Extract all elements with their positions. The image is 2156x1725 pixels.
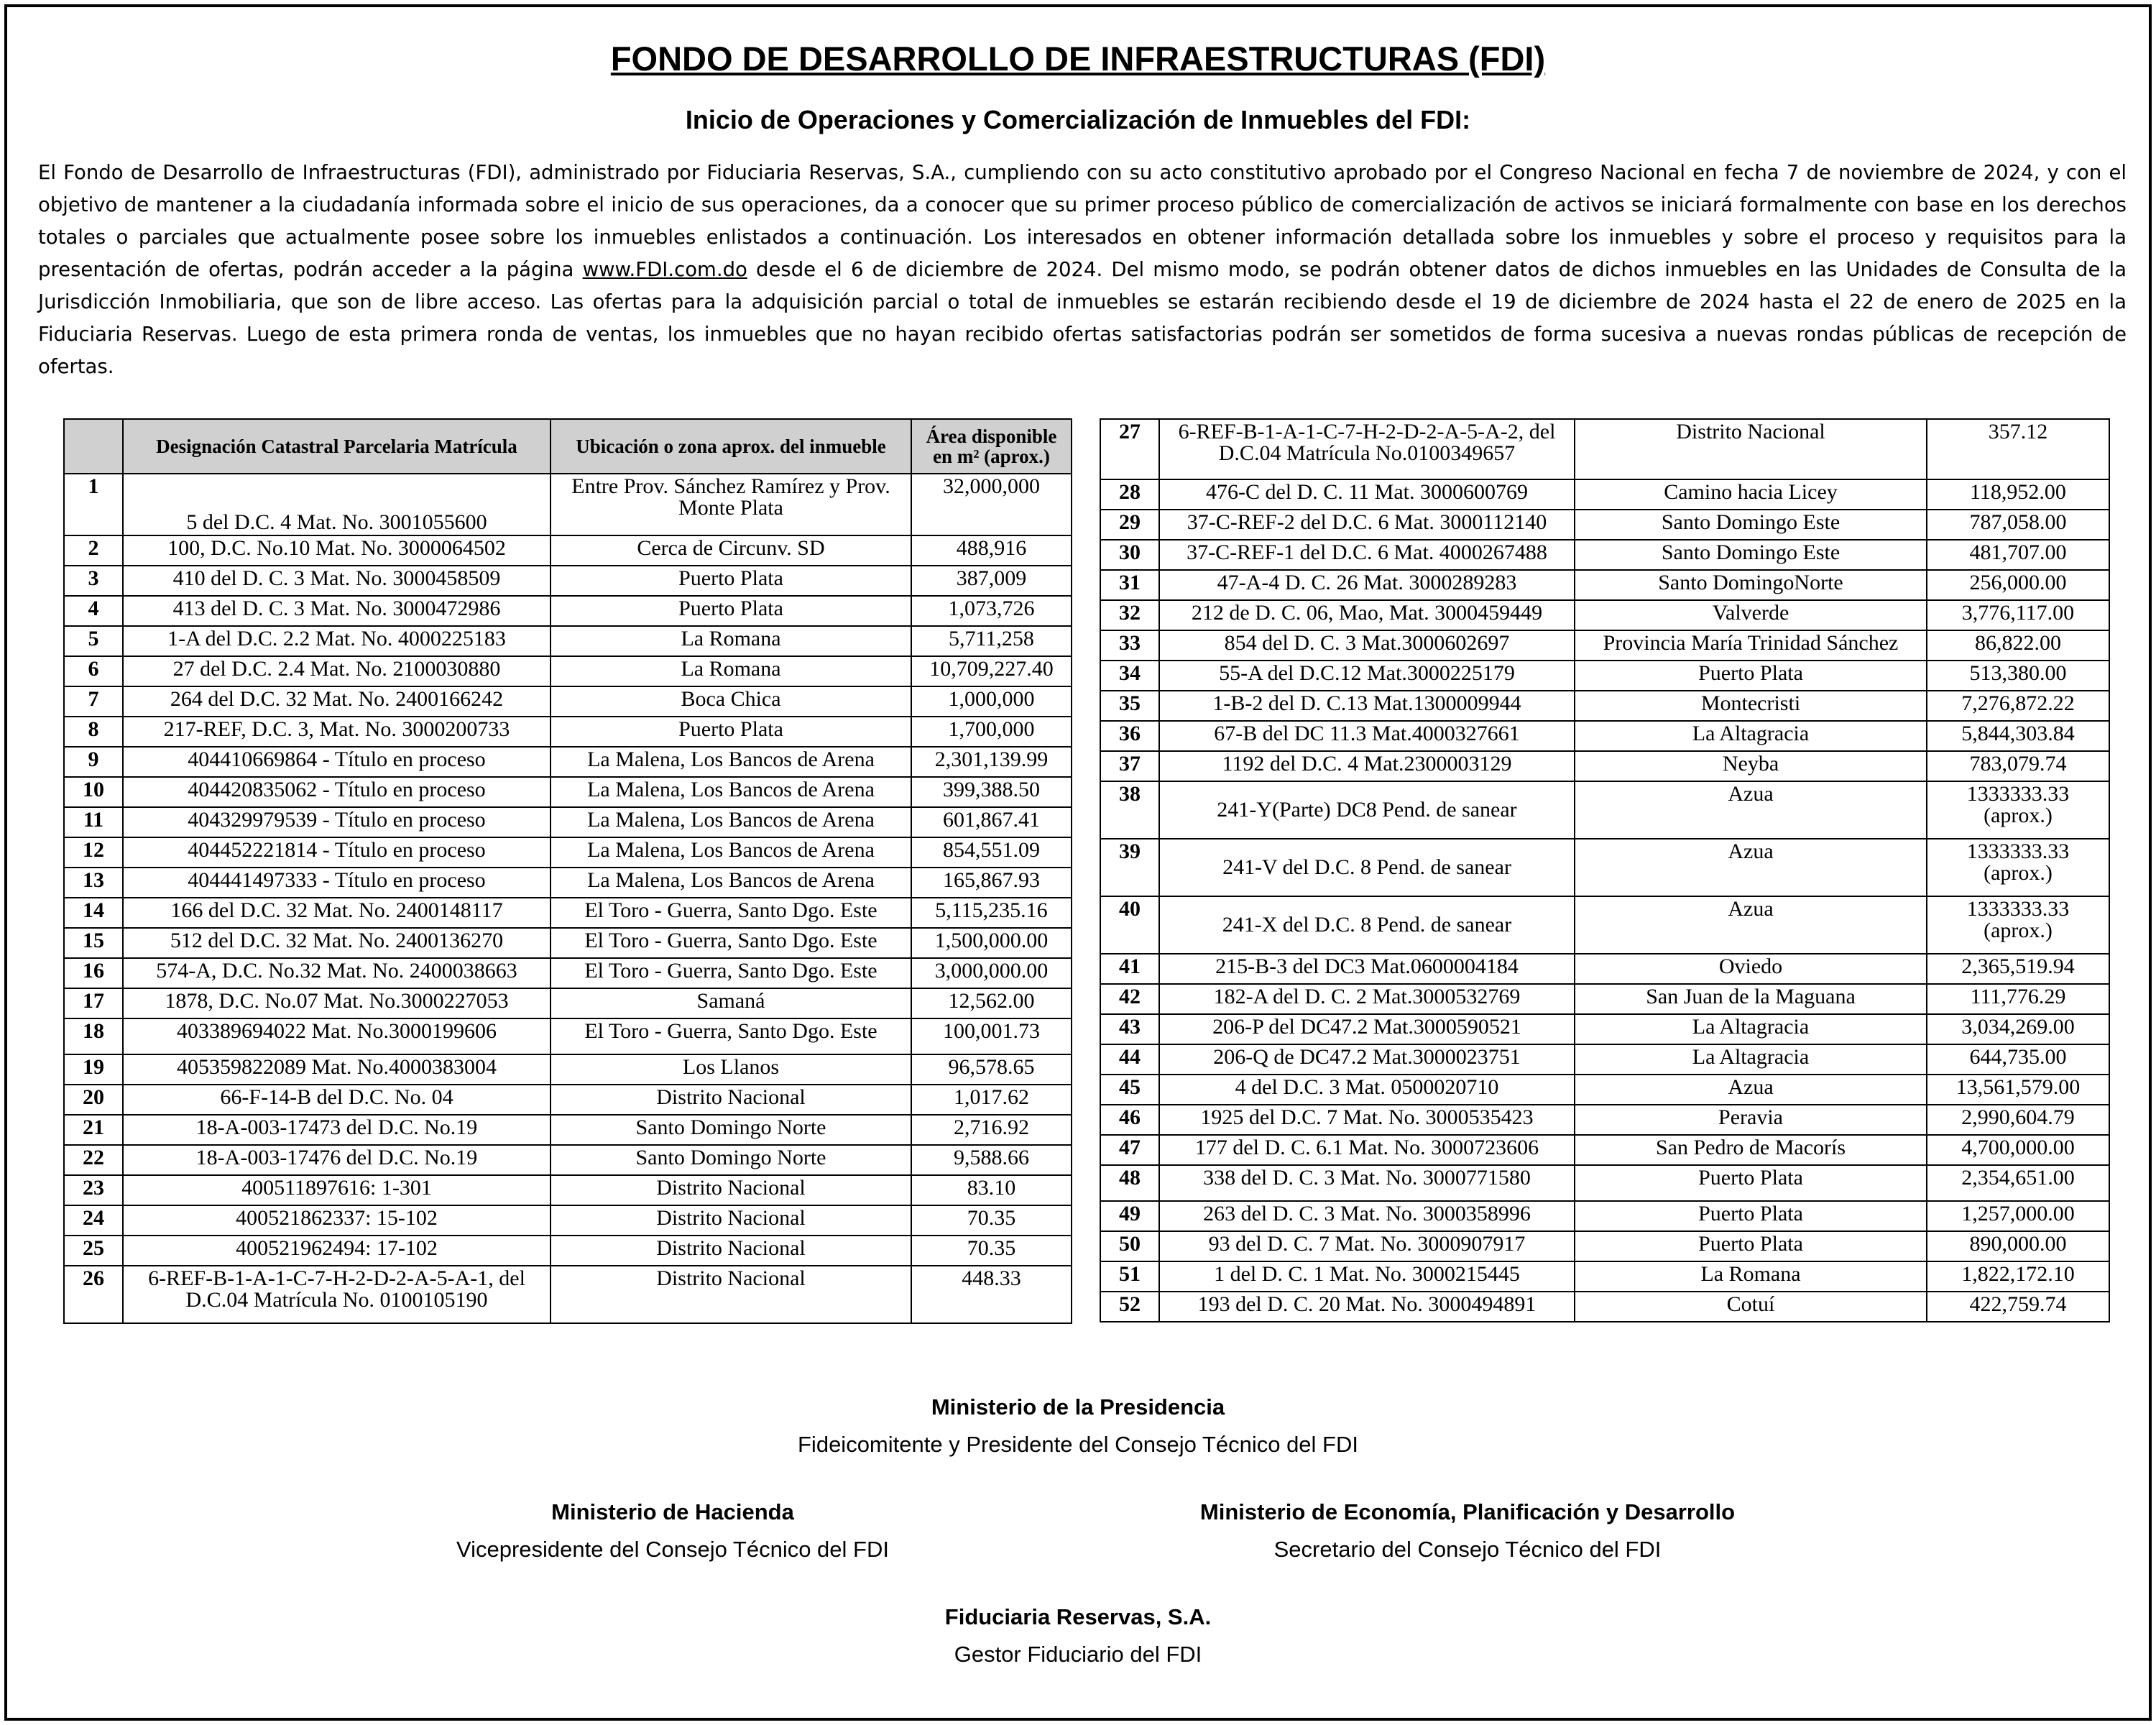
location-cell: Azua (1575, 896, 1927, 954)
location-cell: Puerto Plata (1575, 661, 1927, 691)
row-number: 35 (1100, 691, 1159, 721)
header-designation: Designación Catastral Parcelaria Matrícula (123, 419, 550, 474)
designation-cell: 182-A del D. C. 2 Mat.3000532769 (1159, 984, 1575, 1014)
designation-cell: 217-REF, D.C. 3, Mat. No. 3000200733 (123, 717, 550, 747)
row-number: 51 (1100, 1261, 1159, 1292)
location-cell: El Toro - Guerra, Santo Dgo. Este (550, 958, 911, 988)
row-number: 28 (1100, 479, 1159, 510)
intro-text-part2: desde el 6 de diciembre de 2024. Del mismo modo, se podrán obtener datos de dichos inmuebles en las Unidades de Consulta de la Jurisdicción Inmobiliaria, que son de libre acceso. Las ofertas para la adquisición parcial o total de inmuebles se estarán recibiendo desde el 19 de diciembre de 2024 hasta el 22 de enero de 2025 en la Fiduciaria Reservas. Luego de esta primera ronda de ventas, los inmuebles que no hayan recibido ofertas satisfactorias podrán ser sometidos de forma sucesiva a nuevas rondas públicas de recepción de ofertas. (38, 258, 2127, 378)
row-number: 41 (1100, 954, 1159, 984)
designation-cell: 241-Y(Parte) DC8 Pend. de sanear (1159, 781, 1575, 839)
location-cell: Puerto Plata (550, 566, 911, 596)
row-number: 34 (1100, 661, 1159, 691)
table-row (64, 928, 1072, 958)
row-number: 4 (64, 596, 123, 626)
signature-hacienda (241, 1499, 1104, 1563)
area-cell: 12,562.00 (911, 988, 1072, 1018)
table-row (1100, 1044, 2109, 1075)
area-cell: 1,822,172.10 (1927, 1261, 2109, 1292)
designation-cell: 1925 del D.C. 7 Mat. No. 3000535423 (1159, 1105, 1575, 1135)
area-cell: 1,073,726 (911, 596, 1072, 626)
area-cell: 1333333.33 (aprox.) (1927, 781, 2109, 839)
table-row (1100, 691, 2109, 721)
table-row (1100, 1105, 2109, 1135)
table-row (1100, 570, 2109, 600)
designation-cell: 413 del D. C. 3 Mat. No. 3000472986 (123, 596, 550, 626)
location-cell: Azua (1575, 839, 1927, 896)
row-number: 23 (64, 1175, 123, 1205)
area-cell: 488,916 (911, 535, 1072, 566)
table-row (1100, 479, 2109, 510)
designation-cell: 193 del D. C. 20 Mat. No. 3000494891 (1159, 1292, 1575, 1322)
area-cell: 96,578.65 (911, 1054, 1072, 1085)
area-cell: 5,844,303.84 (1927, 721, 2109, 751)
signature-fiduciaria (0, 1604, 2156, 1668)
area-cell: 13,561,579.00 (1927, 1075, 2109, 1105)
table-row (64, 1085, 1072, 1115)
table-row (1100, 839, 2109, 896)
table-row (64, 868, 1072, 898)
row-number: 2 (64, 535, 123, 566)
designation-cell: 1-B-2 del D. C.13 Mat.1300009944 (1159, 691, 1575, 721)
designation-cell: 206-Q de DC47.2 Mat.3000023751 (1159, 1044, 1575, 1075)
designation-cell: 5 del D.C. 4 Mat. No. 3001055600 (123, 474, 550, 535)
location-cell: Distrito Nacional (550, 1236, 911, 1266)
location-cell: La Romana (1575, 1261, 1927, 1292)
row-number: 18 (64, 1018, 123, 1054)
designation-cell: 512 del D.C. 32 Mat. No. 2400136270 (123, 928, 550, 958)
table-row (1100, 1261, 2109, 1292)
row-number: 16 (64, 958, 123, 988)
properties-table-right (1100, 418, 2110, 1322)
designation-cell: 55-A del D.C.12 Mat.3000225179 (1159, 661, 1575, 691)
table-row (64, 988, 1072, 1018)
row-number: 39 (1100, 839, 1159, 896)
signature-role: Secretario del Consejo Técnico del FDI (1273, 1537, 1662, 1562)
row-number: 24 (64, 1205, 123, 1236)
location-cell: Puerto Plata (1575, 1165, 1927, 1201)
row-number: 43 (1100, 1014, 1159, 1044)
location-cell: San Juan de la Maguana (1575, 984, 1927, 1014)
signature-economia (1036, 1499, 1899, 1563)
location-cell: La Malena, Los Bancos de Arena (550, 807, 911, 837)
row-number: 7 (64, 686, 123, 717)
area-cell: 1333333.33 (aprox.) (1927, 839, 2109, 896)
location-cell: Azua (1575, 1075, 1927, 1105)
location-cell: Distrito Nacional (550, 1175, 911, 1205)
row-number: 45 (1100, 1075, 1159, 1105)
table-row (64, 1018, 1072, 1054)
designation-cell: 338 del D. C. 3 Mat. No. 3000771580 (1159, 1165, 1575, 1201)
row-number: 52 (1100, 1292, 1159, 1322)
area-cell: 783,079.74 (1927, 751, 2109, 781)
location-cell: Distrito Nacional (1575, 419, 1927, 479)
signature-presidencia (0, 1394, 2156, 1458)
signature-role: Vicepresidente del Consejo Técnico del FDI (456, 1537, 889, 1562)
area-cell: 854,551.09 (911, 837, 1072, 868)
area-cell: 4,700,000.00 (1927, 1135, 2109, 1165)
designation-cell: 27 del D.C. 2.4 Mat. No. 2100030880 (123, 656, 550, 686)
location-cell: La Altagracia (1575, 1014, 1927, 1044)
table-header-row (64, 419, 1072, 474)
area-cell: 787,058.00 (1927, 510, 2109, 540)
designation-cell: 6-REF-B-1-A-1-C-7-H-2-D-2-A-5-A-1, del D.C.04 Matrícula No. 0100105190 (123, 1266, 550, 1323)
row-number: 32 (1100, 600, 1159, 630)
location-cell: La Malena, Los Bancos de Arena (550, 868, 911, 898)
row-number: 11 (64, 807, 123, 837)
designation-cell: 404329979539 - Título en proceso (123, 807, 550, 837)
row-number: 17 (64, 988, 123, 1018)
location-cell: San Pedro de Macorís (1575, 1135, 1927, 1165)
location-cell: Santo DomingoNorte (1575, 570, 1927, 600)
designation-cell: 67-B del DC 11.3 Mat.4000327661 (1159, 721, 1575, 751)
designation-cell: 47-A-4 D. C. 26 Mat. 3000289283 (1159, 570, 1575, 600)
designation-cell: 1 del D. C. 1 Mat. No. 3000215445 (1159, 1261, 1575, 1292)
location-cell: Entre Prov. Sánchez Ramírez y Prov. Monte Plata (550, 474, 911, 535)
area-cell: 399,388.50 (911, 777, 1072, 807)
row-number: 44 (1100, 1044, 1159, 1075)
row-number: 8 (64, 717, 123, 747)
row-number: 31 (1100, 570, 1159, 600)
table-row (64, 1266, 1072, 1323)
intro-text-part1: El Fondo de Desarrollo de Infraestructuras (FDI), administrado por Fiduciaria Reservas, S.A., cumpliendo con su acto constitutivo aprobado por el Congreso Nacional en fecha 7 de noviembre de 2024, y con el objetivo de mantener a la ciudadanía informada sobre el inicio de sus operaciones, da a conocer que su primer proceso público de comercialización de activos se iniciará formalmente con base en los derechos totales o parciales que actualmente posee sobre los inmuebles enlistados a continuación. Los interesados en obtener información detallada sobre los inmuebles y sobre el proceso y requisitos para la presentación de ofertas, podrán acceder a la página (38, 161, 2127, 281)
location-cell: La Altagracia (1575, 1044, 1927, 1075)
row-number: 20 (64, 1085, 123, 1115)
designation-cell: 37-C-REF-2 del D.C. 6 Mat. 3000112140 (1159, 510, 1575, 540)
location-cell: El Toro - Guerra, Santo Dgo. Este (550, 898, 911, 928)
location-cell: Provincia María Trinidad Sánchez (1575, 630, 1927, 661)
location-cell: Oviedo (1575, 954, 1927, 984)
table-row (64, 777, 1072, 807)
designation-cell: 264 del D.C. 32 Mat. No. 2400166242 (123, 686, 550, 717)
designation-cell: 206-P del DC47.2 Mat.3000590521 (1159, 1014, 1575, 1044)
location-cell: Distrito Nacional (550, 1085, 911, 1115)
area-cell: 165,867.93 (911, 868, 1072, 898)
signature-role: Fideicomitente y Presidente del Consejo Técnico del FDI (798, 1432, 1358, 1457)
table-row (64, 656, 1072, 686)
table-row (1100, 984, 2109, 1014)
row-number: 15 (64, 928, 123, 958)
area-cell: 513,380.00 (1927, 661, 2109, 691)
area-cell: 644,735.00 (1927, 1044, 2109, 1075)
row-number: 46 (1100, 1105, 1159, 1135)
table-row (1100, 721, 2109, 751)
location-cell: Peravia (1575, 1105, 1927, 1135)
table-row (1100, 1165, 2109, 1201)
designation-cell: 476-C del D. C. 11 Mat. 3000600769 (1159, 479, 1575, 510)
row-number: 1 (64, 474, 123, 535)
designation-cell: 404452221814 - Título en proceso (123, 837, 550, 868)
area-cell: 601,867.41 (911, 807, 1072, 837)
area-cell: 448.33 (911, 1266, 1072, 1323)
area-cell: 70.35 (911, 1236, 1072, 1266)
location-cell: Puerto Plata (1575, 1201, 1927, 1231)
designation-cell: 4 del D.C. 3 Mat. 0500020710 (1159, 1075, 1575, 1105)
location-cell: La Romana (550, 626, 911, 656)
area-cell: 2,365,519.94 (1927, 954, 2109, 984)
row-number: 48 (1100, 1165, 1159, 1201)
table-row (1100, 954, 2109, 984)
designation-cell: 18-A-003-17473 del D.C. No.19 (123, 1115, 550, 1145)
designation-cell: 18-A-003-17476 del D.C. No.19 (123, 1145, 550, 1175)
area-cell: 10,709,227.40 (911, 656, 1072, 686)
location-cell: Boca Chica (550, 686, 911, 717)
row-number: 6 (64, 656, 123, 686)
location-cell: Neyba (1575, 751, 1927, 781)
intro-paragraph (38, 157, 2127, 383)
table-row (1100, 540, 2109, 570)
location-cell: La Altagracia (1575, 721, 1927, 751)
signature-org: Ministerio de Economía, Planificación y Desarrollo (1199, 1499, 1736, 1524)
signature-role: Gestor Fiduciario del FDI (954, 1642, 1202, 1667)
designation-cell: 1192 del D.C. 4 Mat.2300003129 (1159, 751, 1575, 781)
row-number: 10 (64, 777, 123, 807)
area-cell: 111,776.29 (1927, 984, 2109, 1014)
designation-cell: 1-A del D.C. 2.2 Mat. No. 4000225183 (123, 626, 550, 656)
location-cell: Cerca de Circunv. SD (550, 535, 911, 566)
area-cell: 7,276,872.22 (1927, 691, 2109, 721)
designation-cell: 574-A, D.C. No.32 Mat. No. 2400038663 (123, 958, 550, 988)
designation-cell: 400521862337: 15-102 (123, 1205, 550, 1236)
table-row (1100, 1135, 2109, 1165)
row-number: 47 (1100, 1135, 1159, 1165)
row-number: 27 (1100, 419, 1159, 479)
table-row (1100, 630, 2109, 661)
designation-cell: 263 del D. C. 3 Mat. No. 3000358996 (1159, 1201, 1575, 1231)
area-cell: 2,354,651.00 (1927, 1165, 2109, 1201)
table-row (1100, 1075, 2109, 1105)
area-cell: 32,000,000 (911, 474, 1072, 535)
area-cell: 2,301,139.99 (911, 747, 1072, 777)
designation-cell: 166 del D.C. 32 Mat. No. 2400148117 (123, 898, 550, 928)
signature-org: Fiduciaria Reservas, S.A. (944, 1604, 1212, 1629)
area-cell: 2,990,604.79 (1927, 1105, 2109, 1135)
area-cell: 118,952.00 (1927, 479, 2109, 510)
designation-cell: 215-B-3 del DC3 Mat.0600004184 (1159, 954, 1575, 984)
table-row (64, 1175, 1072, 1205)
location-cell: Santo Domingo Este (1575, 540, 1927, 570)
table-row (1100, 896, 2109, 954)
signature-org: Ministerio de Hacienda (551, 1499, 794, 1524)
table-row (64, 1236, 1072, 1266)
location-cell: Puerto Plata (550, 717, 911, 747)
location-cell: Puerto Plata (550, 596, 911, 626)
table-row (64, 686, 1072, 717)
designation-cell: 410 del D. C. 3 Mat. No. 3000458509 (123, 566, 550, 596)
row-number: 29 (1100, 510, 1159, 540)
row-number: 13 (64, 868, 123, 898)
designation-cell: 400521962494: 17-102 (123, 1236, 550, 1266)
table-row (64, 837, 1072, 868)
table-row (1100, 510, 2109, 540)
table-row (1100, 1201, 2109, 1231)
row-number: 3 (64, 566, 123, 596)
row-number: 25 (64, 1236, 123, 1266)
area-cell: 1,000,000 (911, 686, 1072, 717)
location-cell: Cotuí (1575, 1292, 1927, 1322)
designation-cell: 93 del D. C. 7 Mat. No. 3000907917 (1159, 1231, 1575, 1261)
row-number: 38 (1100, 781, 1159, 839)
area-cell: 890,000.00 (1927, 1231, 2109, 1261)
row-number: 26 (64, 1266, 123, 1323)
location-cell: Santo Domingo Norte (550, 1145, 911, 1175)
row-number: 21 (64, 1115, 123, 1145)
area-cell: 357.12 (1927, 419, 2109, 479)
row-number: 36 (1100, 721, 1159, 751)
area-cell: 3,000,000.00 (911, 958, 1072, 988)
area-cell: 5,711,258 (911, 626, 1072, 656)
row-number: 12 (64, 837, 123, 868)
header-number (64, 419, 123, 474)
location-cell: Distrito Nacional (550, 1266, 911, 1323)
location-cell: Distrito Nacional (550, 1205, 911, 1236)
properties-table-left (63, 418, 1072, 1324)
row-number: 50 (1100, 1231, 1159, 1261)
row-number: 42 (1100, 984, 1159, 1014)
table-row (1100, 600, 2109, 630)
row-number: 33 (1100, 630, 1159, 661)
designation-cell: 404441497333 - Título en proceso (123, 868, 550, 898)
table-row (64, 1205, 1072, 1236)
designation-cell: 241-X del D.C. 8 Pend. de sanear (1159, 896, 1575, 954)
location-cell: Samaná (550, 988, 911, 1018)
row-number: 40 (1100, 896, 1159, 954)
area-cell: 1,500,000.00 (911, 928, 1072, 958)
location-cell: Los Llanos (550, 1054, 911, 1085)
designation-cell: 404410669864 - Título en proceso (123, 747, 550, 777)
table-row (64, 1145, 1072, 1175)
table-row (1100, 419, 2109, 479)
location-cell: Azua (1575, 781, 1927, 839)
location-cell: Valverde (1575, 600, 1927, 630)
area-cell: 422,759.74 (1927, 1292, 2109, 1322)
location-cell: El Toro - Guerra, Santo Dgo. Este (550, 1018, 911, 1054)
table-row (64, 596, 1072, 626)
table-row (1100, 1014, 2109, 1044)
designation-cell: 177 del D. C. 6.1 Mat. No. 3000723606 (1159, 1135, 1575, 1165)
area-cell: 86,822.00 (1927, 630, 2109, 661)
location-cell: Puerto Plata (1575, 1231, 1927, 1261)
table-row (64, 717, 1072, 747)
location-cell: La Malena, Los Bancos de Arena (550, 777, 911, 807)
location-cell: Camino hacia Licey (1575, 479, 1927, 510)
row-number: 19 (64, 1054, 123, 1085)
area-cell: 1,017.62 (911, 1085, 1072, 1115)
table-row (64, 474, 1072, 535)
page-title: FONDO DE DESARROLLO DE INFRAESTRUCTURAS (FDI) (610, 40, 1546, 78)
location-cell: El Toro - Guerra, Santo Dgo. Este (550, 928, 911, 958)
table-row (64, 958, 1072, 988)
table-row (1100, 751, 2109, 781)
row-number: 9 (64, 747, 123, 777)
area-cell: 387,009 (911, 566, 1072, 596)
location-cell: Montecristi (1575, 691, 1927, 721)
area-cell: 256,000.00 (1927, 570, 2109, 600)
table-row (1100, 1231, 2109, 1261)
area-cell: 3,034,269.00 (1927, 1014, 2109, 1044)
signature-org: Ministerio de la Presidencia (931, 1394, 1225, 1420)
page-subtitle: Inicio de Operaciones y Comercialización de Inmuebles del FDI: (685, 105, 1471, 134)
area-cell: 83.10 (911, 1175, 1072, 1205)
designation-cell: 1878, D.C. No.07 Mat. No.3000227053 (123, 988, 550, 1018)
table-row (1100, 781, 2109, 839)
header-location: Ubicación o zona aprox. del inmueble (550, 419, 911, 474)
designation-cell: 404420835062 - Título en proceso (123, 777, 550, 807)
designation-cell: 403389694022 Mat. No.3000199606 (123, 1018, 550, 1054)
row-number: 14 (64, 898, 123, 928)
row-number: 5 (64, 626, 123, 656)
area-cell: 9,588.66 (911, 1145, 1072, 1175)
designation-cell: 37-C-REF-1 del D.C. 6 Mat. 4000267488 (1159, 540, 1575, 570)
area-cell: 1,700,000 (911, 717, 1072, 747)
designation-cell: 854 del D. C. 3 Mat.3000602697 (1159, 630, 1575, 661)
area-cell: 3,776,117.00 (1927, 600, 2109, 630)
location-cell: La Romana (550, 656, 911, 686)
table-row (64, 747, 1072, 777)
table-row (1100, 661, 2109, 691)
location-cell: Santo Domingo Este (1575, 510, 1927, 540)
table-row (64, 1054, 1072, 1085)
location-cell: La Malena, Los Bancos de Arena (550, 837, 911, 868)
row-number: 30 (1100, 540, 1159, 570)
table-row (1100, 1292, 2109, 1322)
designation-cell: 212 de D. C. 06, Mao, Mat. 3000459449 (1159, 600, 1575, 630)
table-row (64, 807, 1072, 837)
area-cell: 2,716.92 (911, 1115, 1072, 1145)
designation-cell: 66-F-14-B del D.C. No. 04 (123, 1085, 550, 1115)
fdi-website-link[interactable]: www.FDI.com.do (582, 258, 747, 281)
area-cell: 1,257,000.00 (1927, 1201, 2109, 1231)
row-number: 37 (1100, 751, 1159, 781)
designation-cell: 100, D.C. No.10 Mat. No. 3000064502 (123, 535, 550, 566)
table-row (64, 626, 1072, 656)
area-cell: 5,115,235.16 (911, 898, 1072, 928)
area-cell: 1333333.33 (aprox.) (1927, 896, 2109, 954)
table-row (64, 898, 1072, 928)
row-number: 22 (64, 1145, 123, 1175)
designation-cell: 405359822089 Mat. No.4000383004 (123, 1054, 550, 1085)
area-cell: 481,707.00 (1927, 540, 2109, 570)
table-row (64, 1115, 1072, 1145)
designation-cell: 400511897616: 1-301 (123, 1175, 550, 1205)
designation-cell: 241-V del D.C. 8 Pend. de sanear (1159, 839, 1575, 896)
location-cell: La Malena, Los Bancos de Arena (550, 747, 911, 777)
table-row (64, 535, 1072, 566)
table-row (64, 566, 1072, 596)
row-number: 49 (1100, 1201, 1159, 1231)
area-cell: 70.35 (911, 1205, 1072, 1236)
header-area: Área disponible en m² (aprox.) (911, 419, 1072, 474)
area-cell: 100,001.73 (911, 1018, 1072, 1054)
designation-cell: 6-REF-B-1-A-1-C-7-H-2-D-2-A-5-A-2, del D.C.04 Matrícula No.0100349657 (1159, 419, 1575, 479)
location-cell: Santo Domingo Norte (550, 1115, 911, 1145)
